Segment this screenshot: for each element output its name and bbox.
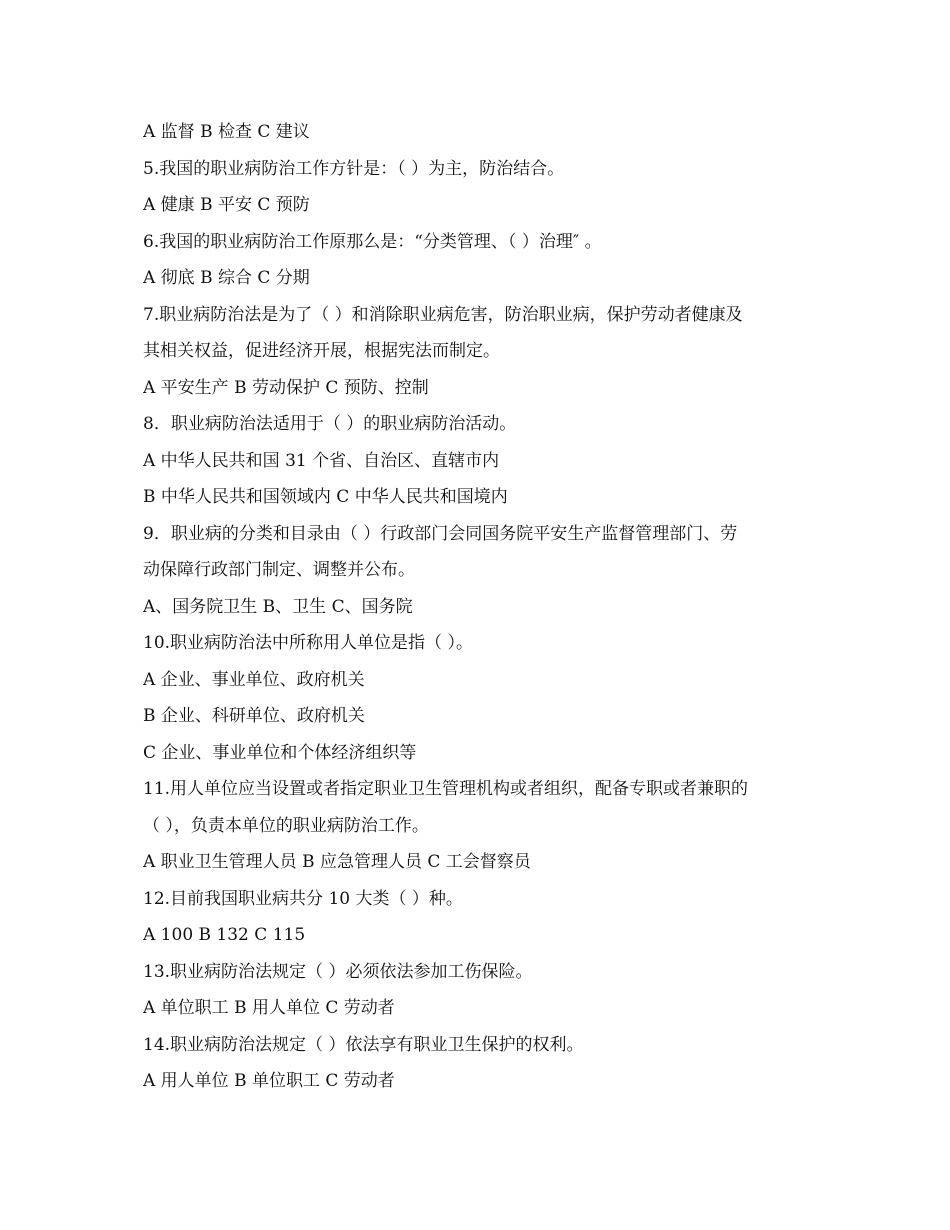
option-line-8a: A 中华人民共和国 31 个省、自治区、直辖市内: [143, 450, 500, 471]
document-body: [143, 114, 813, 1100]
question-7-line-1: 7.职业病防治法是为了（ ）和消除职业病危害，防治职业病，保护劳动者健康及: [143, 304, 743, 325]
option-line-5: A 健康 B 平安 C 预防: [143, 195, 310, 215]
option-line-9: A、国务院卫生 B、卫生 C、国务院: [143, 596, 413, 617]
option-line-4: A 监督 B 检查 C 建议: [143, 122, 310, 142]
option-line-11: A 职业卫生管理人员 B 应急管理人员 C 工会督察员: [143, 852, 531, 872]
option-line-10b: B 企业、科研单位、政府机关: [143, 706, 365, 726]
question-5: 5.我国的职业病防治工作方针是：（ ）为主，防治结合。: [143, 158, 565, 179]
question-6: 6.我国的职业病防治工作原那么是：“分类管理、（ ）治理″ 。: [143, 231, 602, 252]
question-8: 8．职业病防治法适用于（ ）的职业病防治活动。: [143, 414, 517, 434]
question-14: 14.职业病防治法规定（ ）依法享有职业卫生保护的权利。: [143, 1034, 584, 1055]
option-line-7: A 平安生产 B 劳动保护 C 预防、控制: [143, 377, 429, 398]
question-10: 10.职业病防治法中所称用人单位是指（ ）。: [143, 633, 473, 653]
option-line-10a: A 企业、事业单位、政府机关: [143, 669, 365, 690]
option-line-12: A 100 B 132 C 115: [143, 925, 306, 945]
option-line-8b: B 中华人民共和国领域内 C 中华人民共和国境内: [143, 487, 508, 507]
question-7-line-2: 其相关权益，促进经济开展，根据宪法而制定。: [143, 341, 500, 361]
option-line-13: A 单位职工 B 用人单位 C 劳动者: [143, 998, 395, 1018]
option-line-6: A 彻底 B 综合 C 分期: [143, 268, 310, 288]
question-12: 12.目前我国职业病共分 10 大类（ ）种。: [143, 888, 463, 909]
question-9-line-2: 动保障行政部门制定、调整并公布。: [143, 560, 415, 580]
question-9-line-1: 9．职业病的分类和目录由（ ）行政部门会同国务院平安生产监督管理部门、劳: [143, 523, 738, 544]
question-13: 13.职业病防治法规定（ ）必须依法参加工伤保险。: [143, 961, 533, 982]
question-11-line-1: 11.用人单位应当设置或者指定职业卫生管理机构或者组织，配备专职或者兼职的: [143, 779, 749, 799]
question-11-line-2: （ ），负责本单位的职业病防治工作。: [143, 815, 429, 836]
option-line-10c: C 企业、事业单位和个体经济组织等: [143, 742, 417, 763]
option-line-14: A 用人单位 B 单位职工 C 劳动者: [143, 1071, 395, 1091]
